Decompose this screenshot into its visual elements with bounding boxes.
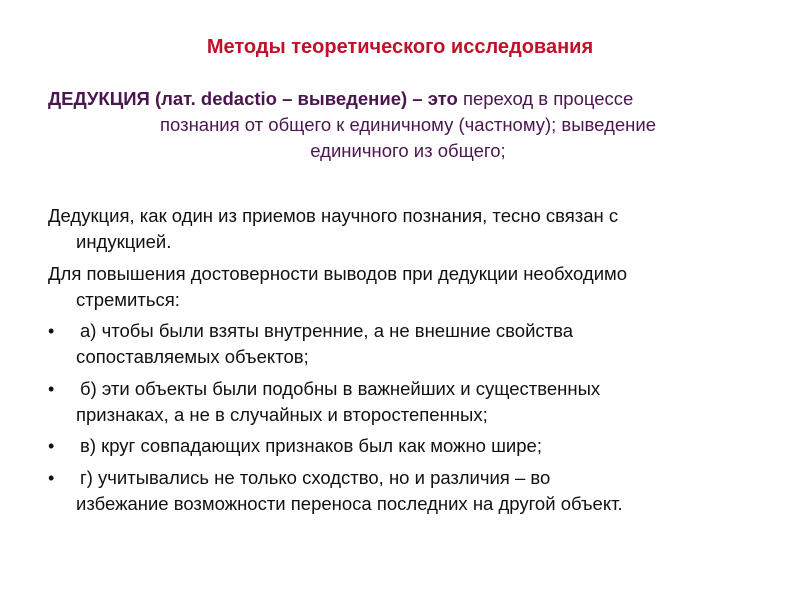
slide-title: Методы теоретического исследования bbox=[206, 36, 594, 58]
definition-block bbox=[48, 86, 768, 164]
paragraph-line: Дедукция, как один из приемов научного познания, тесно связан с bbox=[48, 205, 619, 226]
bullet-icon: • bbox=[48, 436, 55, 456]
bullet-icon: • bbox=[48, 468, 55, 488]
paragraph-line: Для повышения достоверности выводов при дедукции необходимо bbox=[48, 263, 628, 284]
paragraph-line: стремиться: bbox=[76, 289, 180, 310]
list-item-line: признаках, а не в случайных и второстепенных; bbox=[76, 404, 488, 425]
list-item-line: избежание возможности переноса последних на другой объект. bbox=[76, 493, 623, 514]
list-item-line: а) чтобы были взяты внутренние, а не внешние свойства bbox=[80, 320, 574, 341]
definition-line-2: познания от общего к единичному (частному); выведение bbox=[160, 114, 656, 135]
list-item-line: в) круг совпадающих признаков был как можно шире; bbox=[80, 435, 542, 456]
list-item bbox=[48, 318, 773, 370]
paragraph-line: индукцией. bbox=[76, 231, 172, 252]
paragraph-deduction-induction bbox=[48, 203, 773, 255]
definition-line-1 bbox=[48, 86, 768, 112]
list-item-line: г) учитывались не только сходство, но и различия – во bbox=[80, 467, 551, 488]
definition-term: ДЕДУКЦИЯ (лат. dedactio – выведение) – это bbox=[48, 88, 458, 109]
list-item bbox=[48, 433, 773, 459]
list-item bbox=[48, 376, 773, 428]
definition-line-1-rest: переход в процессе bbox=[457, 88, 634, 109]
bullet-icon: • bbox=[48, 321, 55, 341]
list-item-line: б) эти объекты были подобны в важнейших и существенных bbox=[80, 378, 601, 399]
bullet-icon: • bbox=[48, 379, 55, 399]
list-item-line: сопоставляемых объектов; bbox=[76, 346, 309, 367]
list-item bbox=[48, 465, 773, 517]
definition-line-3: единичного из общего; bbox=[310, 140, 506, 161]
paragraph-reliability bbox=[48, 261, 773, 313]
